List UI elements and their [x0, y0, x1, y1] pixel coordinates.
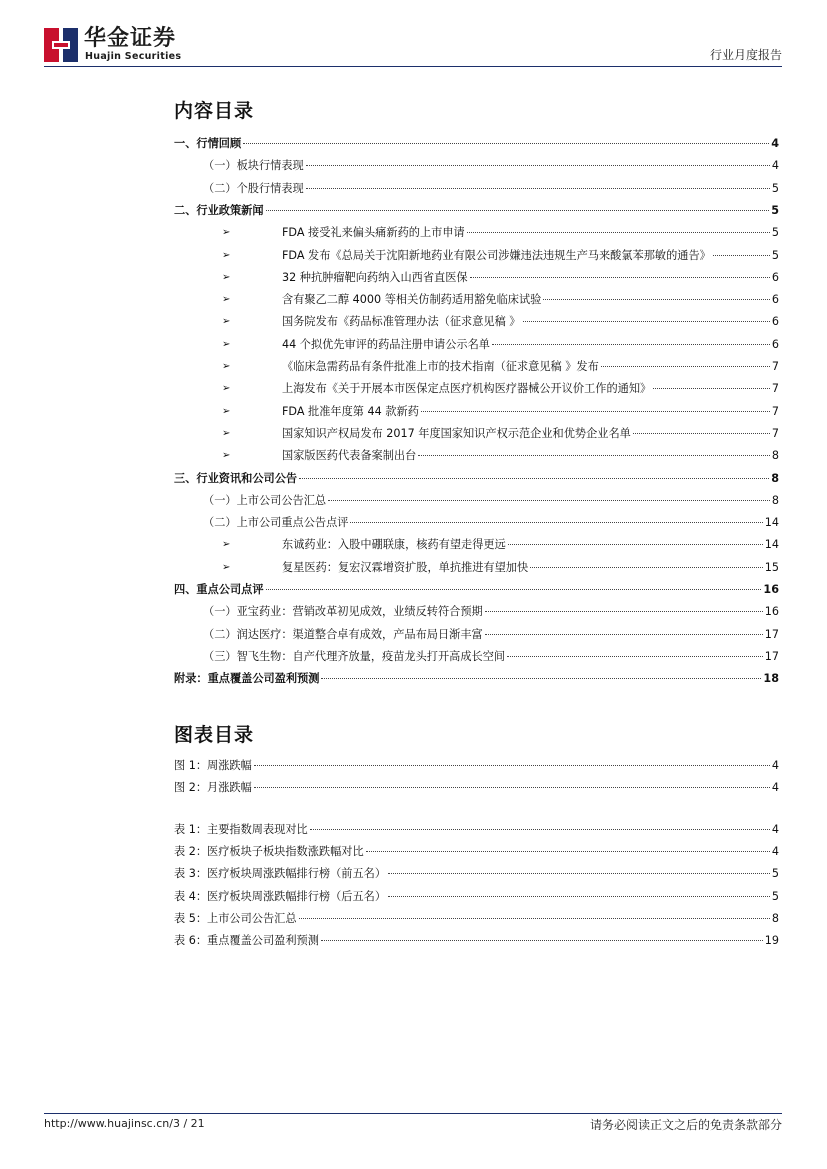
dot-leader: [633, 433, 770, 434]
arrow-bullet-icon: ➢: [222, 561, 231, 573]
toc-entry-label: FDA 发布《总局关于沈阳新地药业有限公司涉嫌违法违规生产马来酸氯苯那敏的通告》: [282, 248, 711, 262]
arrow-bullet-icon: ➢: [222, 405, 231, 417]
toc-entry[interactable]: [203, 493, 779, 509]
toc-entry-page: 17: [764, 627, 779, 641]
toc-entry-page: 5: [771, 226, 779, 240]
toc-entry-page: 6: [771, 293, 779, 307]
dot-leader: [388, 896, 770, 897]
dot-leader: [299, 918, 770, 919]
toc-entry-label: 国家版医药代表备案制出台: [282, 449, 417, 463]
toc-entry[interactable]: [203, 181, 779, 197]
dot-leader: [366, 851, 770, 852]
toc-entry-page: 16: [763, 583, 779, 596]
figure-entry[interactable]: [174, 758, 779, 774]
footer-url-page[interactable]: http://www.huajinsc.cn/3 / 21: [44, 1117, 205, 1130]
toc-entry[interactable]: [282, 359, 779, 375]
toc-entry-label: 复星医药：复宏汉霖增资扩股，单抗推进有望加快: [282, 560, 529, 574]
dot-leader: [467, 232, 770, 233]
toc-entry-label: （二）个股行情表现: [203, 181, 304, 195]
toc-entry-label: 上海发布《关于开展本市医保定点医疗机构医疗器械公开议价工作的通知》: [282, 382, 652, 396]
toc-entry[interactable]: [174, 582, 779, 598]
toc-entry[interactable]: [174, 203, 779, 219]
toc-entry[interactable]: [282, 248, 779, 264]
toc-entry-page: 6: [771, 315, 779, 329]
dot-leader: [713, 255, 770, 256]
dot-leader: [653, 388, 770, 389]
figure-entry[interactable]: [174, 780, 779, 796]
toc-entry-page: 8: [771, 493, 779, 507]
toc-entry-page: 15: [764, 560, 779, 574]
toc-entry-label: （三）智飞生物：自产代理齐放量，疫苗龙头打开高成长空间: [203, 649, 506, 663]
toc-entry-page: 18: [763, 672, 779, 686]
figures-title: 图表目录: [174, 724, 255, 746]
toc-entry-label: 《临床急需药品有条件批准上市的技术指南（征求意见稿 》发布: [282, 360, 599, 373]
toc-entry[interactable]: [282, 560, 779, 576]
table-entry-label: 表 4：医疗板块周涨跌幅排行榜（后五名）: [174, 889, 387, 903]
dot-leader: [350, 522, 762, 523]
toc-entry-label: 含有聚乙二醇 4000 等相关仿制药适用豁免临床试验: [282, 293, 542, 307]
toc-entry-page: 7: [771, 404, 779, 418]
toc-entry-label: FDA 批准年度第 44 款新药: [282, 404, 419, 418]
toc-entry-page: 5: [771, 181, 779, 195]
toc-entry[interactable]: [203, 627, 779, 643]
arrow-bullet-icon: ➢: [222, 271, 231, 283]
toc-entry-page: 4: [771, 137, 779, 150]
table-entry[interactable]: [174, 889, 779, 905]
dot-leader: [254, 765, 770, 766]
dot-leader: [485, 611, 763, 612]
dot-leader: [507, 656, 763, 657]
dot-leader: [306, 165, 770, 166]
toc-entry-page: 17: [764, 649, 779, 663]
arrow-bullet-icon: ➢: [222, 361, 231, 372]
toc-entry-label: 四、重点公司点评: [174, 583, 264, 596]
dot-leader: [523, 321, 770, 322]
dot-leader: [310, 829, 770, 830]
toc-entry-label: （一）亚宝药业：营销改革初见成效，业绩反转符合预期: [203, 605, 483, 619]
dot-leader: [306, 188, 770, 189]
logo-english-name: Huajin Securities: [85, 51, 182, 62]
toc-entry[interactable]: [174, 471, 779, 487]
toc-entry-page: 8: [771, 471, 779, 485]
dot-leader: [485, 634, 763, 635]
toc-entry-label: FDA 接受礼来偏头痛新药的上市申请: [282, 226, 465, 240]
dot-leader: [243, 143, 769, 144]
dot-leader: [388, 873, 770, 874]
arrow-bullet-icon: ➢: [222, 383, 231, 395]
table-entry[interactable]: [174, 933, 779, 949]
dot-leader: [601, 366, 770, 367]
page-header: [44, 26, 782, 66]
table-entry-page: 5: [771, 867, 779, 881]
arrow-bullet-icon: ➢: [222, 227, 231, 239]
toc-entry[interactable]: [203, 515, 779, 531]
toc-entry-label: 32 种抗肿瘤靶向药纳入山西省直医保: [282, 270, 468, 284]
arrow-bullet-icon: ➢: [222, 316, 231, 328]
table-entry-label: 表 6：重点覆盖公司盈利预测: [174, 934, 319, 947]
footer-disclaimer: 请务必阅读正文之后的免责条款部分: [589, 1118, 782, 1132]
toc-entry-label: 国务院发布《药品标准管理办法（征求意见稿 》: [282, 315, 521, 329]
table-entry-page: 4: [771, 845, 779, 859]
toc-entry[interactable]: [174, 136, 779, 152]
toc-entry[interactable]: [282, 381, 779, 397]
toc-entry-label: 国家知识产权局发布 2017 年度国家知识产权示范企业和优势企业名单: [282, 426, 631, 440]
toc-entry[interactable]: [282, 404, 779, 420]
toc-entry[interactable]: [282, 426, 779, 442]
toc-entry-page: 16: [764, 605, 779, 619]
table-entry-label: 表 2：医疗板块子板块指数涨跌幅对比: [174, 845, 364, 859]
arrow-bullet-icon: ➢: [222, 249, 231, 261]
toc-entry-page: 7: [771, 360, 779, 373]
dot-leader: [321, 940, 763, 941]
toc-entry-label: 44 个拟优先审评的药品注册申请公示名单: [282, 337, 490, 351]
toc-entry[interactable]: [282, 314, 779, 330]
dot-leader: [266, 589, 762, 590]
toc-entry-label: 三、行业资讯和公司公告: [174, 471, 298, 485]
figure-entry-page: 4: [771, 759, 779, 772]
figure-entry-label: 图 2：月涨跌幅: [174, 781, 252, 794]
toc-entry[interactable]: [174, 671, 779, 687]
toc-entry-label: （二）上市公司重点公告点评: [203, 516, 349, 530]
toc-entry[interactable]: [282, 337, 779, 353]
toc-entry[interactable]: [282, 537, 779, 553]
arrow-bullet-icon: ➢: [222, 539, 231, 551]
dot-leader: [299, 478, 769, 479]
report-type: 行业月度报告: [709, 48, 782, 62]
dot-leader: [418, 455, 770, 456]
toc-entry-label: 东诚药业：入股中硼联康，核药有望走得更远: [282, 538, 506, 552]
table-entry-label: 表 1：主要指数周表现对比: [174, 823, 308, 836]
figure-entry-label: 图 1：周涨跌幅: [174, 759, 252, 772]
toc-entry-label: 二、行业政策新闻: [174, 203, 264, 217]
contents-title: 内容目录: [174, 100, 255, 122]
toc-entry-label: 附录：重点覆盖公司盈利预测: [174, 672, 320, 686]
dot-leader: [492, 344, 770, 345]
toc-entry[interactable]: [203, 604, 779, 620]
toc-entry[interactable]: [282, 448, 779, 464]
dot-leader: [530, 567, 763, 568]
figure-entry-page: 4: [771, 781, 779, 794]
toc-entry-page: 6: [771, 270, 779, 284]
dot-leader: [470, 277, 770, 278]
table-entry[interactable]: [174, 866, 779, 882]
arrow-bullet-icon: ➢: [222, 450, 231, 462]
toc-entry-page: 7: [771, 382, 779, 396]
dot-leader: [421, 411, 770, 412]
table-entry[interactable]: [174, 844, 779, 860]
toc-entry[interactable]: [282, 292, 779, 308]
toc-entry[interactable]: [282, 225, 779, 241]
arrow-bullet-icon: ➢: [222, 427, 231, 439]
dot-leader: [266, 210, 770, 211]
toc-entry-page: 14: [764, 516, 779, 530]
toc-entry-page: 14: [764, 538, 779, 552]
arrow-bullet-icon: ➢: [222, 338, 231, 350]
toc-entry-label: 一、行情回顾: [174, 137, 242, 150]
toc-entry-page: 7: [771, 426, 779, 440]
toc-entry-page: 4: [771, 159, 779, 173]
toc-entry-page: 8: [771, 449, 779, 463]
toc-entry-page: 5: [771, 203, 779, 217]
dot-leader: [321, 678, 761, 679]
toc-entry-label: （一）板块行情表现: [203, 159, 304, 173]
dot-leader: [254, 787, 770, 788]
toc-entry-label: （一）上市公司公告汇总: [203, 493, 327, 507]
table-entry-page: 4: [771, 823, 779, 836]
toc-entry-page: 5: [771, 248, 779, 262]
table-entry[interactable]: [174, 911, 779, 927]
table-entry[interactable]: [174, 822, 779, 838]
dot-leader: [328, 500, 770, 501]
table-entry-label: 表 5：上市公司公告汇总: [174, 911, 297, 925]
header-divider: [44, 66, 782, 67]
logo-chinese-name: 华金证券: [84, 26, 177, 51]
toc-entry-page: 6: [771, 337, 779, 351]
toc-entry-label: （二）润达医疗：渠道整合卓有成效，产品布局日渐丰富: [203, 627, 483, 641]
toc-entry[interactable]: [203, 158, 779, 174]
toc-entry[interactable]: [203, 649, 779, 665]
huajin-logo-icon: [44, 28, 78, 62]
table-entry-page: 19: [764, 934, 779, 947]
footer-divider: [44, 1113, 782, 1114]
table-entry-page: 5: [771, 889, 779, 903]
dot-leader: [543, 299, 770, 300]
table-entry-page: 8: [771, 911, 779, 925]
arrow-bullet-icon: ➢: [222, 294, 231, 306]
dot-leader: [508, 544, 763, 545]
table-entry-label: 表 3：医疗板块周涨跌幅排行榜（前五名）: [174, 867, 387, 881]
toc-entry[interactable]: [282, 270, 779, 286]
